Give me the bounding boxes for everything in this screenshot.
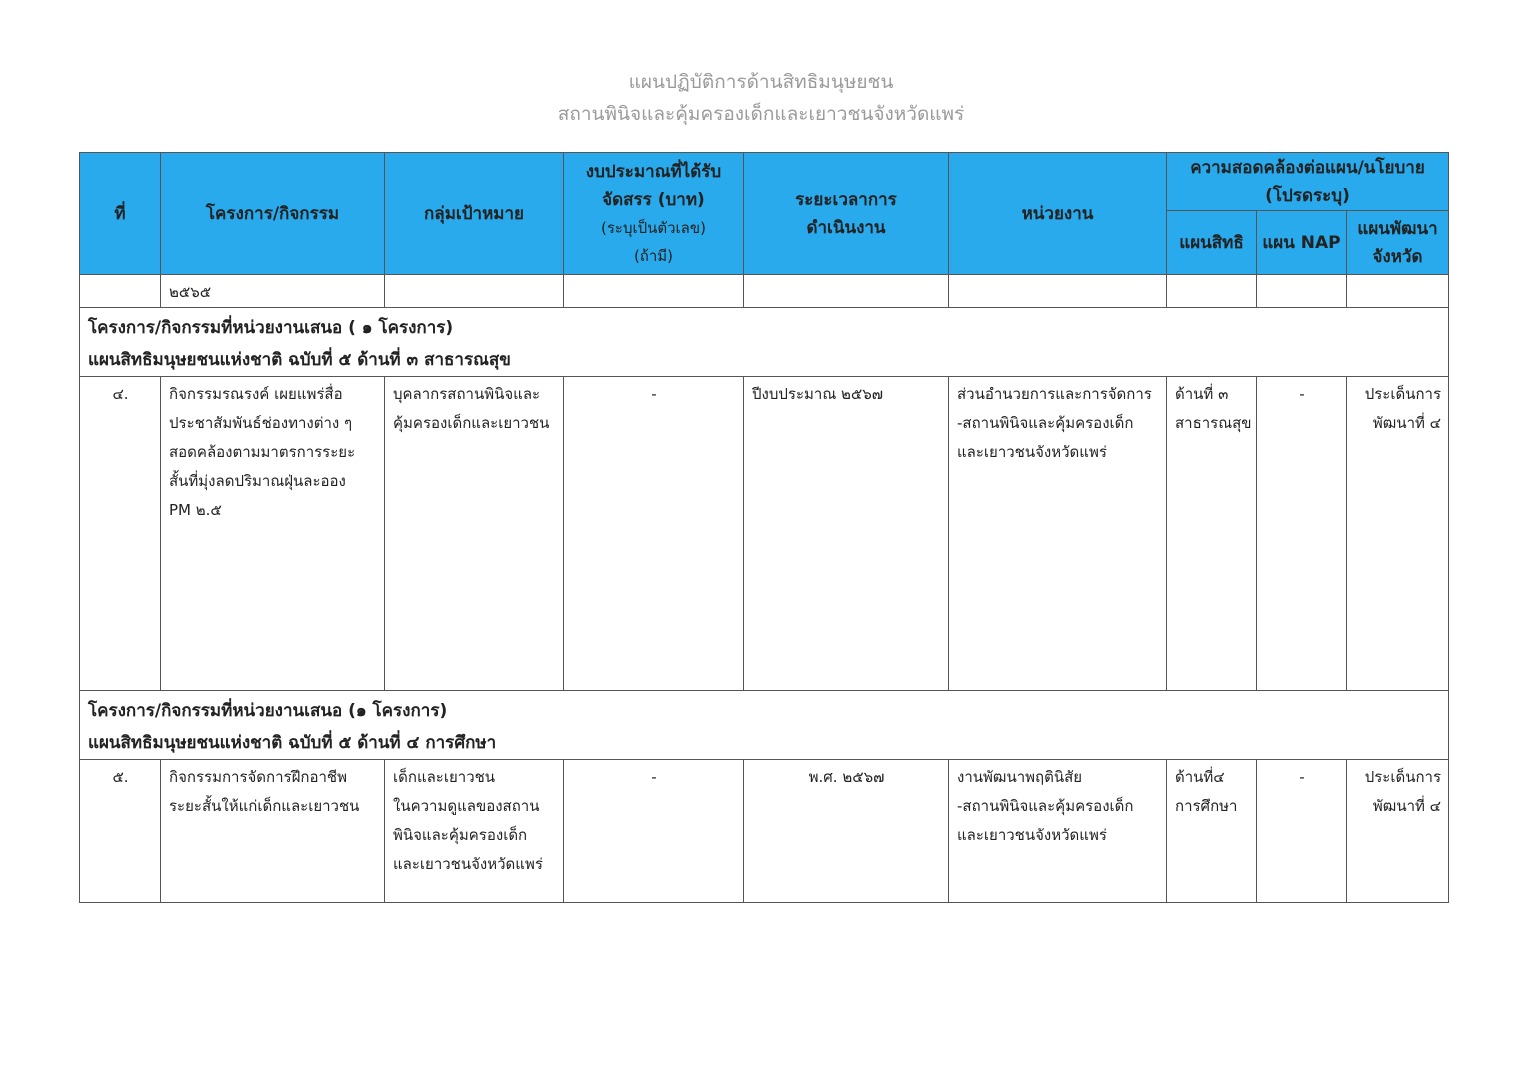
action-plan-table <box>79 152 1449 903</box>
budget-cell: - <box>564 377 744 691</box>
col-header-budget: งบประมาณที่ได้รับ จัดสรร (บาท) (ระบุเป็นตัวเลข) (ถ้ามี) <box>564 153 744 275</box>
page-header <box>0 66 1522 130</box>
table-row <box>80 275 1449 308</box>
section-title: โครงการ/กิจกรรมที่หน่วยงานเสนอ ( ๑ โครงการ) แผนสิทธิมนุษยชนแห่งชาติ ฉบับที่ ๕ ด้านที่ ๓ สาธารณสุข <box>80 308 1449 377</box>
project-cell: กิจกรรมรณรงค์ เผยแพร่สื่อ ประชาสัมพันธ์ช่องทางต่าง ๆ สอดคล้องตามมาตรการระยะ สั้นที่มุ่งลดปริมาณฝุ่นละออง PM ๒.๕ <box>161 377 385 691</box>
col-header-nap-plan: แผน NAP <box>1257 211 1347 275</box>
table-row <box>80 377 1449 691</box>
section-header-row <box>80 691 1449 760</box>
nap-plan-cell: - <box>1257 760 1347 903</box>
rights-plan-cell: ด้านที่ ๓ สาธารณสุข <box>1167 377 1257 691</box>
section-header-row <box>80 308 1449 377</box>
col-header-period: ระยะเวลาการ ดำเนินงาน <box>744 153 949 275</box>
target-cell: บุคลากรสถานพินิจและ คุ้มครองเด็กและเยาวชน <box>385 377 564 691</box>
project-cell: กิจกรรมการจัดการฝึกอาชีพ ระยะสั้นให้แก่เด็กและเยาวชน <box>161 760 385 903</box>
carry-over-year: ๒๕๖๕ <box>161 275 385 308</box>
section-title: โครงการ/กิจกรรมที่หน่วยงานเสนอ (๑ โครงการ) แผนสิทธิมนุษยชนแห่งชาติ ฉบับที่ ๕ ด้านที่ ๔ การศึกษา <box>80 691 1449 760</box>
col-header-no: ที่ <box>80 153 161 275</box>
col-header-target: กลุ่มเป้าหมาย <box>385 153 564 275</box>
provincial-plan-cell: ประเด็นการ พัฒนาที่ ๔ <box>1347 760 1449 903</box>
table-row <box>80 760 1449 903</box>
budget-cell: - <box>564 760 744 903</box>
col-header-alignment: ความสอดคล้องต่อแผน/นโยบาย (โปรดระบุ) <box>1167 153 1449 211</box>
col-header-provincial-plan: แผนพัฒนา จังหวัด <box>1347 211 1449 275</box>
target-cell: เด็กและเยาวชน ในความดูแลของสถาน พินิจและคุ้มครองเด็ก และเยาวชนจังหวัดแพร่ <box>385 760 564 903</box>
col-header-project: โครงการ/กิจกรรม <box>161 153 385 275</box>
rights-plan-cell: ด้านที่๔ การศึกษา <box>1167 760 1257 903</box>
row-number: ๕. <box>80 760 161 903</box>
period-cell: พ.ศ. ๒๕๖๗ <box>744 760 949 903</box>
col-header-rights-plan: แผนสิทธิ <box>1167 211 1257 275</box>
period-cell: ปีงบประมาณ ๒๕๖๗ <box>744 377 949 691</box>
page-subtitle: สถานพินิจและคุ้มครองเด็กและเยาวชนจังหวัดแพร่ <box>557 103 965 125</box>
row-number: ๔. <box>80 377 161 691</box>
page-title: แผนปฏิบัติการด้านสิทธิมนุษยชน <box>628 71 894 93</box>
agency-cell: ส่วนอำนวยการและการจัดการ -สถานพินิจและคุ้มครองเด็ก และเยาวชนจังหวัดแพร่ <box>949 377 1167 691</box>
provincial-plan-cell: ประเด็นการ พัฒนาที่ ๔ <box>1347 377 1449 691</box>
header-row <box>80 153 1449 211</box>
nap-plan-cell: - <box>1257 377 1347 691</box>
col-header-agency: หน่วยงาน <box>949 153 1167 275</box>
agency-cell: งานพัฒนาพฤตินิสัย -สถานพินิจและคุ้มครองเด็ก และเยาวชนจังหวัดแพร่ <box>949 760 1167 903</box>
